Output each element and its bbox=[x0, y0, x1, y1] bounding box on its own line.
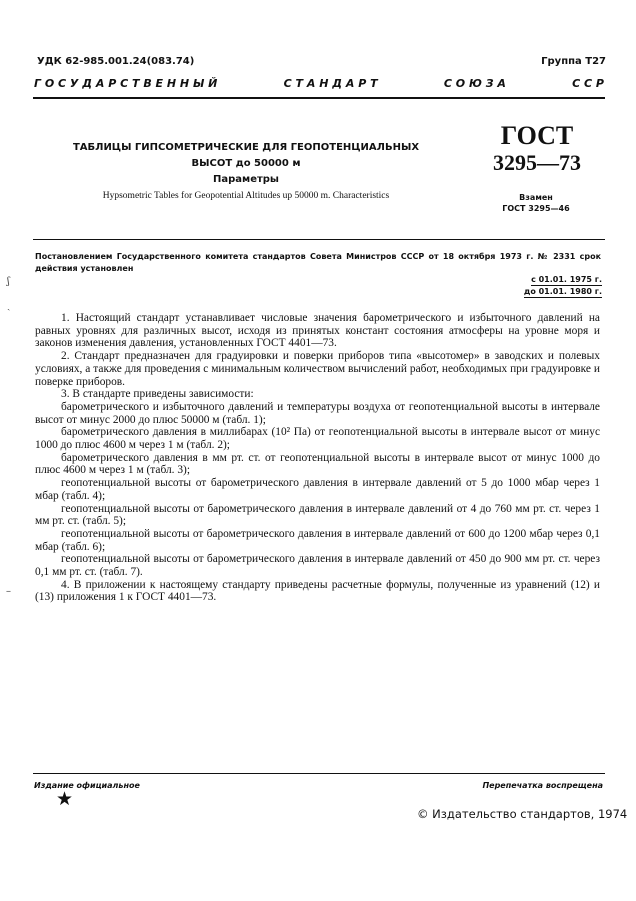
reprint-prohibited: Перепечатка воспрещена bbox=[482, 781, 603, 790]
validity-dates bbox=[524, 274, 602, 298]
group-code: Группа Т27 bbox=[541, 56, 606, 67]
gost-designation bbox=[478, 122, 596, 176]
decree-text: Постановлением Государственного комитета стандартов Совета Министров СССР от 18 октября 1973 г. № 2331 срок действия установлен bbox=[35, 252, 601, 273]
title-line-3: Параметры bbox=[213, 174, 279, 185]
publisher-copyright: © Издательство стандартов, 1974 bbox=[417, 807, 628, 821]
top-divider bbox=[33, 97, 605, 99]
scan-mark: ʃ bbox=[7, 276, 10, 287]
banner-word: С О Ю З А bbox=[443, 77, 506, 90]
dependency-item: барометрического и избыточного давлений и температуры воздуха от геопотенциальной высоты в интервале высот от минус 2000 до плюс 50000 м (табл. 1); bbox=[35, 400, 600, 426]
banner-word: С Т А Н Д А Р Т bbox=[283, 77, 378, 90]
replaces-note bbox=[488, 192, 584, 214]
document-title bbox=[60, 140, 432, 204]
title-english: Hypsometric Tables for Geopotential Altitudes up 50000 m. Characteristics bbox=[102, 191, 390, 201]
dependency-item: барометрического давления в мм рт. ст. от геопотенциальной высоты в интервале высот от минус 1000 до плюс 4600 м через 1 м (табл. 3); bbox=[35, 451, 600, 477]
dependency-item: геопотенциальной высоты от барометрического давления в интервале давлений от 4 до 760 мм рт. ст. через 1 мм рт. ст. (табл. 5); bbox=[35, 502, 600, 528]
gost-word: ГОСТ bbox=[500, 121, 574, 150]
title-line-1: ТАБЛИЦЫ ГИПСОМЕТРИЧЕСКИЕ ДЛЯ ГЕОПОТЕНЦИАЛЬНЫХ bbox=[72, 142, 420, 153]
valid-to: до 01.01. 1980 г. bbox=[523, 287, 602, 296]
paragraph-1: 1. Настоящий стандарт устанавливает числовые значения барометрического и избыточного давлений на равных уровнях для различных высот, исходя из принятых констант состояния атмосферы на уровне моря и законов изменения давления, установленных ГОСТ 4401—73. bbox=[35, 312, 600, 350]
scan-mark: – bbox=[6, 586, 11, 597]
standard-body bbox=[35, 312, 600, 604]
replaces-label: Взамен bbox=[519, 193, 553, 202]
paragraph-4: 4. В приложении к настоящему стандарту приведены расчетные формулы, полученные из уравнений (12) и (13) приложения 1 к ГОСТ 4401—73. bbox=[35, 578, 600, 604]
star-icon: ★ bbox=[56, 788, 74, 810]
official-edition: Издание официальное bbox=[34, 781, 140, 790]
dependency-item: геопотенциальной высоты от барометрического давления в интервале давлений от 450 до 900 мм рт. ст. через 0,1 мм рт. ст. (табл. 7). bbox=[35, 553, 600, 579]
banner-word: Г О С У Д А Р С Т В Е Н Н Ы Й bbox=[34, 77, 218, 90]
banner-word: С С Р bbox=[572, 77, 604, 90]
valid-from: с 01.01. 1975 г. bbox=[531, 275, 602, 284]
bottom-divider bbox=[33, 773, 605, 774]
state-standard-banner bbox=[34, 77, 604, 90]
dependency-item: геопотенциальной высоты от барометрического давления в интервале давлений от 600 до 1200 мбар через 0,1 мбар (табл. 6); bbox=[35, 527, 600, 553]
title-line-2: ВЫСОТ до 50000 м bbox=[191, 158, 301, 169]
replaces-value: ГОСТ 3295—46 bbox=[502, 204, 570, 213]
gost-number: 3295—73 bbox=[493, 150, 581, 175]
paragraph-2: 2. Стандарт предназначен для градуировки и поверки приборов типа «высотомер» в заводских и полевых условиях, а также для проведения с минимальным количеством вычислений работ, необходимых при градуировке и поверке приборов. bbox=[35, 350, 600, 388]
dependency-item: геопотенциальной высоты от барометрического давления в интервале давлений от 5 до 1000 мбар через 1 мбар (табл. 4); bbox=[35, 477, 600, 502]
scan-mark: ˎ bbox=[7, 300, 11, 311]
udk-code: УДК 62-985.001.24(083.74) bbox=[37, 56, 195, 67]
paragraph-3: 3. В стандарте приведены зависимости: bbox=[61, 388, 254, 401]
middle-divider bbox=[33, 239, 605, 240]
dependency-item: барометрического давления в миллибарах (10² Па) от геопотенциальной высоты в интервале высот от минус 1000 до плюс 4600 м через 1 м (табл. 2); bbox=[35, 426, 600, 452]
